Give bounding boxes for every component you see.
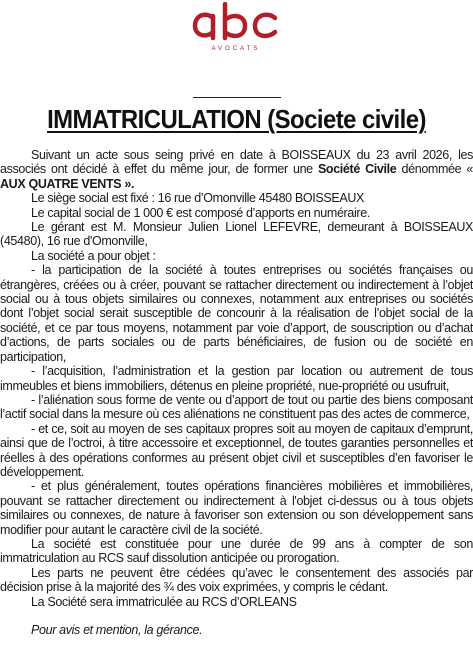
manager: Le gérant est M. Monsieur Julien Lionel LEFEVRE, demeurant à BOISSEAUX (45480), 16 rue d'Omonville, <box>0 220 473 249</box>
intro-text-after: ». <box>121 176 135 191</box>
logo-subtitle: AVOCATS <box>211 46 261 52</box>
intro-paragraph <box>0 148 473 191</box>
intro-text-middle: dénommée « <box>396 162 473 177</box>
company-name: AUX QUATRE VENTS <box>0 176 122 191</box>
purpose-heading: La société a pour objet : <box>31 248 156 263</box>
company-type: Société Civile <box>317 162 397 177</box>
purpose-item-acquisition: - l’acquisition, l’administration et la gestion par location ou autrement de tous immeubles et biens immobiliers, détenus en pleine propriété, nue-propriété ou usufruit, <box>0 364 473 393</box>
share-transfer: Les parts ne peuvent être cédées qu’avec le consentement des associés par décision prise à la majorité des ¾ des voix exprimées, y compris le cédant. <box>0 565 473 595</box>
signature-line: Pour avis et mention, la gérance. <box>31 623 203 637</box>
duration: La société est constituée pour une durée de 99 ans à compter de son immatriculation au RCS sauf dissolution anticipée ou prorogation. <box>0 536 473 566</box>
abc-logo-mark <box>183 2 289 46</box>
share-capital: Le capital social de 1 000 € est composé d’apports en numéraire. <box>31 205 370 220</box>
purpose-item-participation: - la participation de la société à toutes entreprises ou sociétés françaises ou étrangères, créées ou à créer, pouvant se rattacher directement ou indirectement à l’objet social ou à tous objets similaires ou connexes, notamment aux entreprises ou sociétés dont l’objet social serait susceptible de concourir à la réalisation de l’objet social de la société, et ce par tous moyens, notamment par voie d’apport, de souscription ou d’achat d’actions, de parts sociales ou de parts bénéficiaires, de fusion ou de société en participation, <box>0 263 473 364</box>
notice-body <box>0 148 473 637</box>
title-separator <box>193 97 281 98</box>
intro-text-before: Suivant un acte sous seing privé en date à BOISSEAUX du 23 avril 2026, les associés ont décidé à effet du même jour, de former une <box>0 148 473 177</box>
purpose-item-general: - et plus généralement, toutes opérations financières mobilières et immobilières, pouvant se rattacher directement ou indirectement à l'objet ci-dessus ou à tous objets similaires ou connexes, de nature à favoriser son extension ou son développement sans modifier pour autant le caractère civil de la société. <box>0 479 473 537</box>
registration: La Société sera immatriculée au RCS d’ORLEANS <box>31 594 297 609</box>
purpose-item-financing: - et ce, soit au moyen de ses capitaux propres soit au moyen de capitaux d’emprunt, ainsi que de l’octroi, à titre accessoire et exceptionnel, de toutes garanties personnelles et réelles à des opérations conformes au présent objet civil et susceptibles d’en favoriser le développement. <box>0 421 473 479</box>
registered-office: Le siège social est fixé : 16 rue d’Omonville 45480 BOISSEAUX <box>31 191 365 206</box>
notice-title: IMMATRICULATION (Societe civile) <box>47 104 426 134</box>
purpose-item-alienation: - l’aliénation sous forme de vente ou d’apport de tout ou partie des biens composant l’actif social dans la mesure où ces aliénations ne constituent pas des actes de commerce, <box>0 392 473 422</box>
abc-avocats-logo <box>183 2 289 54</box>
